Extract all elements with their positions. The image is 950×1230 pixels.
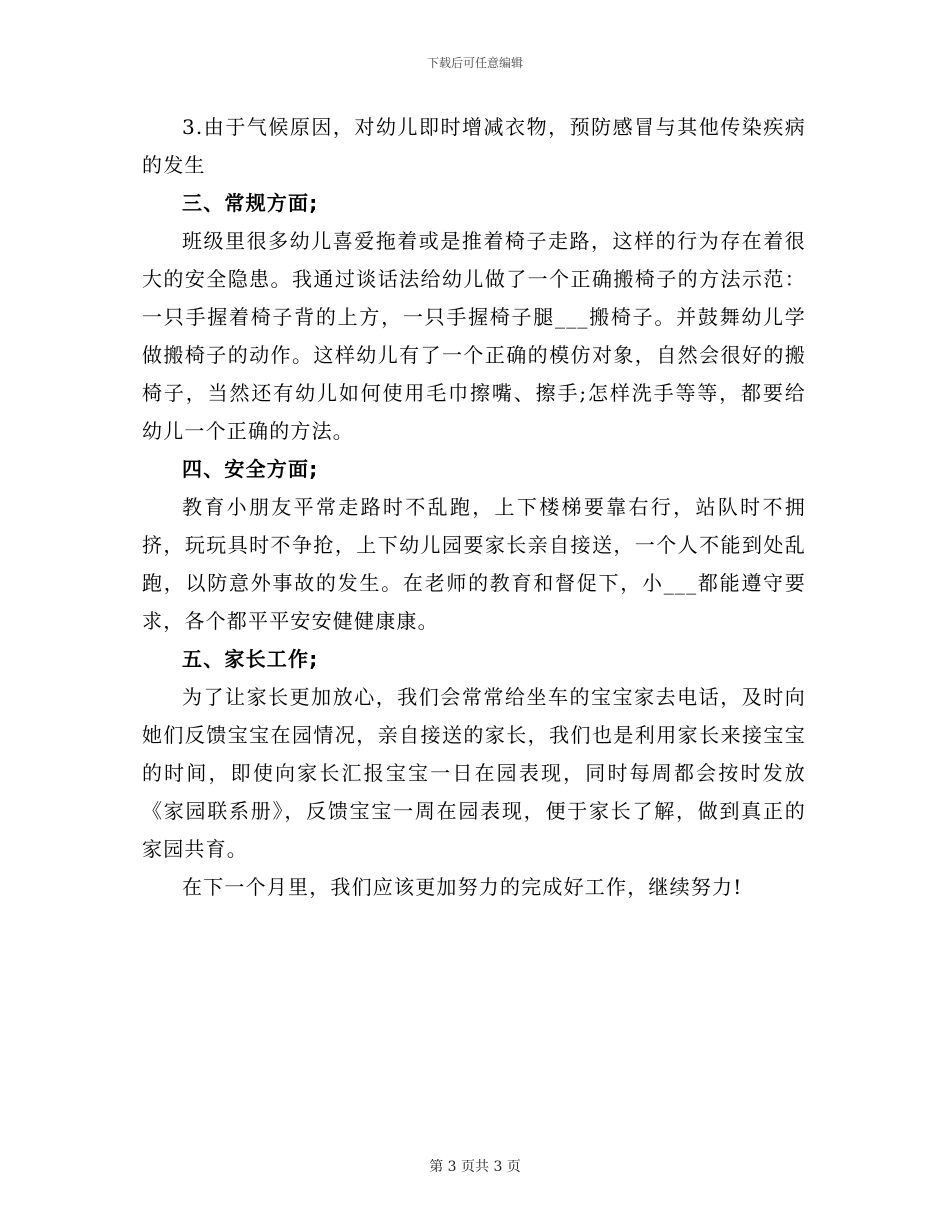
paragraph-climate: 3.由于气候原因，对幼儿即时增减衣物，预防感冒与其他传染疾病的发生: [142, 115, 806, 177]
paragraph-parents: 为了让家长更加放心，我们会常常给坐车的宝宝家去电话，及时向她们反馈宝宝在园情况，亲自接送的家长，我们也是利用家长来接宝宝的时间，即使向家长汇报宝宝一日在园表现，同时每周都会按时发放《家园联系册》，反馈宝宝一周在园表现，便于家长了解，做到真正的家园共育。: [142, 685, 806, 861]
paragraph-routine: 班级里很多幼儿喜爱拖着或是推着椅子走路，这样的行为存在着很大的安全隐患。我通过谈话法给幼儿做了一个正确搬椅子的方法示范：一只手握着椅子背的上方，一只手握椅子腿___搬椅子。并鼓舞幼儿学做搬椅子的动作。这样幼儿有了一个正确的模仿对象，自然会很好的搬椅子，当然还有幼儿如何使用毛巾擦嘴、擦手;怎样洗手等等，都要给幼儿一个正确的方法。: [142, 229, 806, 443]
page-header: 下载后可任意编辑: [426, 56, 523, 70]
paragraph-safety: 教育小朋友平常走路时不乱跑，上下楼梯要靠右行，站队时不拥挤，玩玩具时不争抢，上下幼儿园要家长亲自接送，一个人不能到处乱跑，以防意外事故的发生。在老师的教育和督促下，小___都能遵守要求，各个都平平安安健健康康。: [142, 495, 806, 633]
document-body: [142, 108, 806, 906]
paragraph-conclusion: 在下一个月里，我们应该更加努力的完成好工作，继续努力!: [182, 875, 743, 899]
heading-parents: 五、家长工作;: [182, 647, 319, 671]
heading-routine: 三、常规方面;: [182, 191, 319, 215]
heading-safety: 四、安全方面;: [182, 457, 319, 481]
page-number: 第 3 页共 3 页: [429, 1159, 521, 1175]
